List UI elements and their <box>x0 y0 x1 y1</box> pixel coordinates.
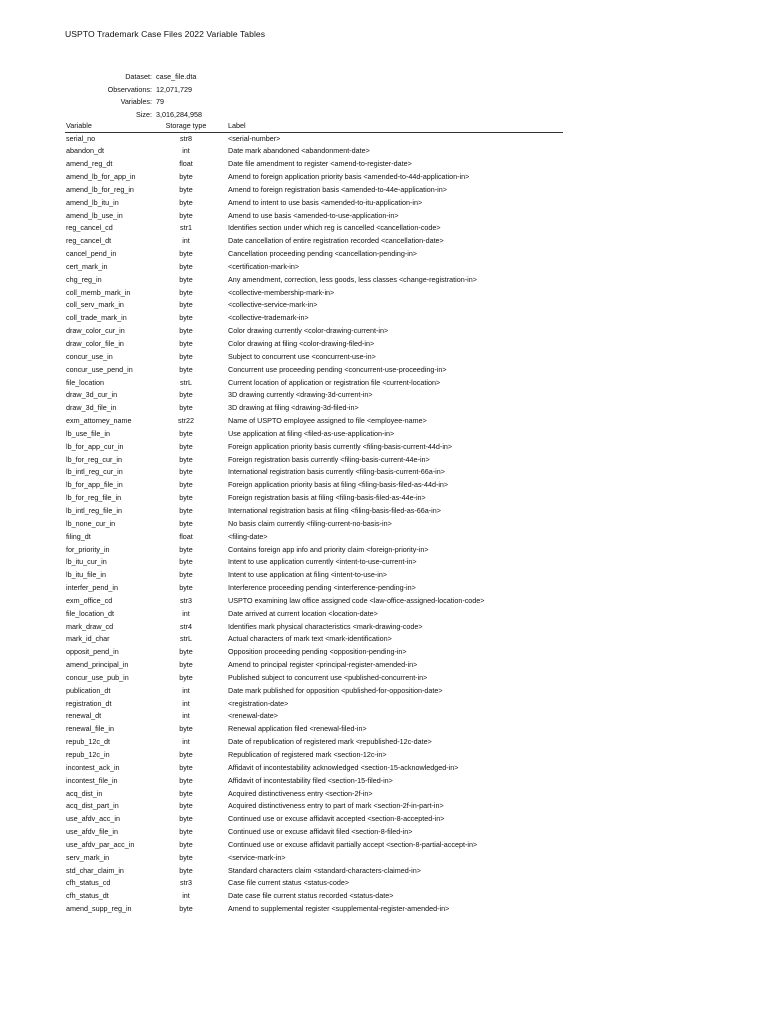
variable-cell: lb_itu_file_in <box>66 570 106 580</box>
table-row <box>65 415 563 428</box>
table-row <box>65 505 563 518</box>
table-row <box>65 710 563 723</box>
table-row <box>65 518 563 531</box>
variable-cell: coll_serv_mark_in <box>66 300 124 310</box>
storage-type-cell: byte <box>179 788 193 798</box>
size-value: 3,016,284,958 <box>156 109 202 119</box>
variable-cell: repub_12c_dt <box>66 737 110 747</box>
table-row <box>65 466 563 479</box>
table-row <box>65 903 563 916</box>
label-cell: Affidavit of incontestability acknowledged <section-15-acknowledged-in> <box>228 762 459 772</box>
variable-cell: std_char_claim_in <box>66 865 124 875</box>
label-cell: Concurrent use proceeding pending <concurrent-use-proceeding-in> <box>228 364 447 374</box>
table-row <box>65 261 563 274</box>
storage-type-cell: int <box>182 685 190 695</box>
variable-cell: incontest_file_in <box>66 775 118 785</box>
storage-type-cell: byte <box>179 467 193 477</box>
table-row <box>65 441 563 454</box>
label-cell: Foreign registration basis at filing <filing-basis-filed-as-44e-in> <box>228 493 426 503</box>
table-row <box>65 312 563 325</box>
variable-cell: lb_intl_reg_cur_in <box>66 467 123 477</box>
table-row <box>65 826 563 839</box>
storage-type-cell: byte <box>179 570 193 580</box>
label-cell: Renewal application filed <renewal-filed-in> <box>228 724 367 734</box>
table-row <box>65 890 563 903</box>
variable-cell: use_afdv_file_in <box>66 827 118 837</box>
label-cell: Amend to supplemental register <supplemental-register-amended-in> <box>228 904 450 914</box>
variable-cell: serial_no <box>66 133 96 143</box>
table-body <box>65 133 563 916</box>
label-cell: Date arrived at current location <location-date> <box>228 608 378 618</box>
label-cell: Identifies mark physical characteristics <mark-drawing-code> <box>228 621 423 631</box>
label-cell: USPTO examining law office assigned code <law-office-assigned-location-code> <box>228 595 485 605</box>
storage-type-cell: byte <box>179 583 193 593</box>
variable-cell: coll_trade_mark_in <box>66 313 127 323</box>
variable-cell: lb_for_app_cur_in <box>66 441 124 451</box>
table-row <box>65 839 563 852</box>
table-row <box>65 389 563 402</box>
label-cell: Color drawing at filing <color-drawing-filed-in> <box>228 339 375 348</box>
table-row <box>65 788 563 801</box>
variable-cell: draw_color_cur_in <box>66 326 125 336</box>
storage-type-cell: byte <box>179 660 193 670</box>
storage-type-cell: str3 <box>180 878 192 888</box>
table-row <box>65 428 563 441</box>
storage-type-cell: byte <box>179 762 193 772</box>
storage-type-cell: byte <box>179 403 193 413</box>
table-row <box>65 248 563 261</box>
storage-type-cell: byte <box>179 827 193 837</box>
storage-type-cell: byte <box>179 249 193 259</box>
storage-type-cell: byte <box>179 261 193 271</box>
storage-type-cell: byte <box>179 313 193 323</box>
table-row <box>65 685 563 698</box>
label-cell: <collective-trademark-in> <box>228 313 309 323</box>
table-row <box>65 608 563 621</box>
variable-cell: cfh_status_cd <box>66 878 111 888</box>
table-row <box>65 402 563 415</box>
observations-value: 12,071,729 <box>156 84 192 94</box>
storage-type-cell: byte <box>179 544 193 554</box>
label-cell: Amend to foreign registration basis <amended-to-44e-application-in> <box>228 184 447 194</box>
label-cell: Intent to use application at filing <intent-to-use-in> <box>228 570 388 580</box>
variable-cell: amend_reg_dt <box>66 159 113 169</box>
document-title: USPTO Trademark Case Files 2022 Variable Tables <box>65 29 266 39</box>
label-cell: Identifies section under which reg is cancelled <cancellation-code> <box>228 223 441 233</box>
variable-cell: lb_none_cur_in <box>66 518 116 528</box>
table-row <box>65 210 563 223</box>
label-cell: Standard characters claim <standard-characters-claimed-in> <box>228 865 421 875</box>
storage-type-cell: byte <box>179 210 193 220</box>
variable-cell: opposit_pend_in <box>66 647 119 657</box>
table-row <box>65 556 563 569</box>
table-row <box>65 659 563 672</box>
variable-table <box>65 121 563 916</box>
table-row <box>65 698 563 711</box>
label-cell: Continued use or excuse affidavit partially accept <section-8-partial-accept-in> <box>228 839 478 849</box>
table-row <box>65 762 563 775</box>
storage-type-cell: str8 <box>180 133 192 143</box>
table-row <box>65 800 563 813</box>
table-row <box>65 351 563 364</box>
label-cell: 3D drawing currently <drawing-3d-current-in> <box>228 390 373 400</box>
storage-type-cell: int <box>182 737 190 747</box>
table-row <box>65 813 563 826</box>
table-row <box>65 646 563 659</box>
label-cell: <registration-date> <box>228 698 289 708</box>
label-cell: International registration basis currently <filing-basis-current-66a-in> <box>228 467 445 477</box>
label-cell: Cancellation proceeding pending <cancellation-pending-in> <box>228 249 418 259</box>
storage-type-cell: byte <box>179 839 193 849</box>
storage-type-cell: byte <box>179 274 193 284</box>
label-cell: Affidavit of incontestability filed <section-15-filed-in> <box>228 775 393 785</box>
variable-cell: lb_for_app_file_in <box>66 480 123 490</box>
label-cell: Current location of application or registration file <current-location> <box>228 377 441 387</box>
variable-cell: amend_lb_for_reg_in <box>66 184 134 194</box>
label-cell: Opposition proceeding pending <opposition-pending-in> <box>228 647 407 657</box>
variable-cell: concur_use_in <box>66 351 113 361</box>
storage-type-cell: int <box>182 711 190 721</box>
variable-cell: draw_color_file_in <box>66 339 124 348</box>
label-cell: Date mark abandoned <abandonment-date> <box>228 146 370 156</box>
label-cell: Foreign application priority basis currently <filing-basis-current-44d-in> <box>228 441 453 451</box>
table-row <box>65 582 563 595</box>
table-row <box>65 492 563 505</box>
table-row <box>65 158 563 171</box>
storage-type-cell: byte <box>179 339 193 348</box>
variable-cell: amend_principal_in <box>66 660 129 670</box>
table-row <box>65 454 563 467</box>
variable-cell: cert_mark_in <box>66 261 108 271</box>
label-cell: International registration basis at filing <filing-basis-filed-as-66a-in> <box>228 505 441 515</box>
table-row <box>65 235 563 248</box>
size-key: Size: <box>136 109 152 119</box>
variable-cell: for_priority_in <box>66 544 110 554</box>
table-row <box>65 287 563 300</box>
storage-type-cell: byte <box>179 904 193 914</box>
variable-cell: amend_lb_itu_in <box>66 197 119 207</box>
table-row <box>65 184 563 197</box>
variable-cell: lb_for_reg_file_in <box>66 493 122 503</box>
label-cell: Date of republication of registered mark <republished-12c-date> <box>228 737 432 747</box>
storage-type-column-header: Storage type <box>165 121 207 130</box>
table-row <box>65 325 563 338</box>
variable-cell: renewal_file_in <box>66 724 114 734</box>
label-cell: Date file amendment to register <amend-to-register-date> <box>228 159 412 169</box>
label-cell: Intent to use application currently <intent-to-use-current-in> <box>228 557 417 567</box>
label-cell: Continued use or excuse affidavit accepted <section-8-accepted-in> <box>228 814 445 824</box>
storage-type-cell: byte <box>179 852 193 862</box>
variables-value: 79 <box>156 97 164 107</box>
variable-cell: interfer_pend_in <box>66 583 118 593</box>
variable-cell: amend_lb_for_app_in <box>66 172 136 182</box>
label-column-header: Label <box>228 121 246 130</box>
storage-type-cell: byte <box>179 801 193 811</box>
table-row <box>65 749 563 762</box>
variable-cell: lb_use_file_in <box>66 428 110 438</box>
table-row <box>65 544 563 557</box>
variable-cell: draw_3d_file_in <box>66 403 117 413</box>
table-row <box>65 633 563 646</box>
table-row <box>65 133 563 146</box>
storage-type-cell: byte <box>179 557 193 567</box>
variable-cell: acq_dist_in <box>66 788 103 798</box>
storage-type-cell: byte <box>179 441 193 451</box>
table-row <box>65 877 563 890</box>
table-row <box>65 171 563 184</box>
table-row <box>65 736 563 749</box>
storage-type-cell: str1 <box>180 223 192 233</box>
variable-cell: filing_dt <box>66 531 91 541</box>
table-row <box>65 222 563 235</box>
label-cell: Amend to principal register <principal-register-amended-in> <box>228 660 418 670</box>
storage-type-cell: byte <box>179 775 193 785</box>
storage-type-cell: float <box>179 159 193 169</box>
variables-key: Variables: <box>120 97 152 107</box>
storage-type-cell: int <box>182 698 190 708</box>
table-row <box>65 531 563 544</box>
label-cell: Foreign application priority basis at filing <filing-basis-filed-as-44d-in> <box>228 480 449 490</box>
label-cell: Amend to use basis <amended-to-use-application-in> <box>228 210 399 220</box>
storage-type-cell: byte <box>179 364 193 374</box>
variable-cell: mark_draw_cd <box>66 621 114 631</box>
variable-cell: incontest_ack_in <box>66 762 120 772</box>
variable-cell: coll_memb_mark_in <box>66 287 131 297</box>
table-row <box>65 338 563 351</box>
table-header <box>65 121 563 133</box>
variable-column-header: Variable <box>66 121 92 130</box>
storage-type-cell: byte <box>179 428 193 438</box>
label-cell: Acquired distinctiveness entry <section-2f-in> <box>228 788 373 798</box>
label-cell: <renewal-date> <box>228 711 278 721</box>
label-cell: Color drawing currently <color-drawing-current-in> <box>228 326 389 336</box>
storage-type-cell: strL <box>180 377 192 387</box>
table-row <box>65 672 563 685</box>
variable-cell: amend_lb_use_in <box>66 210 123 220</box>
variable-cell: renewal_dt <box>66 711 102 721</box>
storage-type-cell: byte <box>179 493 193 503</box>
label-cell: <serial-number> <box>228 133 281 143</box>
table-row <box>65 274 563 287</box>
storage-type-cell: byte <box>179 724 193 734</box>
table-row <box>65 299 563 312</box>
variable-cell: lb_itu_cur_in <box>66 557 107 567</box>
label-cell: Subject to concurrent use <concurrent-use-in> <box>228 351 376 361</box>
label-cell: Acquired distinctiveness entry to part of mark <section-2f-in-part-in> <box>228 801 444 811</box>
table-row <box>65 197 563 210</box>
label-cell: Date cancellation of entire registration recorded <cancellation-date> <box>228 236 444 246</box>
storage-type-cell: byte <box>179 197 193 207</box>
table-row <box>65 852 563 865</box>
observations-key: Observations: <box>107 84 152 94</box>
storage-type-cell: byte <box>179 480 193 490</box>
label-cell: Name of USPTO employee assigned to file <employee-name> <box>228 416 427 426</box>
storage-type-cell: int <box>182 891 190 901</box>
storage-type-cell: byte <box>179 300 193 310</box>
label-cell: Amend to foreign application priority basis <amended-to-44d-application-in> <box>228 172 470 182</box>
variable-cell: exm_office_cd <box>66 595 113 605</box>
variable-cell: concur_use_pub_in <box>66 672 129 682</box>
storage-type-cell: byte <box>179 172 193 182</box>
variable-cell: abandon_dt <box>66 146 104 156</box>
variable-cell: repub_12c_in <box>66 750 110 759</box>
variable-cell: use_afdv_par_acc_in <box>66 839 135 849</box>
variable-cell: amend_supp_reg_in <box>66 904 132 914</box>
label-cell: No basis claim currently <filing-current-no-basis-in> <box>228 518 392 528</box>
label-cell: Republication of registered mark <section-12c-in> <box>228 750 387 759</box>
variable-cell: concur_use_pend_in <box>66 364 133 374</box>
label-cell: <filing-date> <box>228 531 268 541</box>
variable-cell: mark_id_char <box>66 634 110 644</box>
variable-cell: cfh_status_dt <box>66 891 109 901</box>
label-cell: Amend to intent to use basis <amended-to-itu-application-in> <box>228 197 423 207</box>
storage-type-cell: byte <box>179 184 193 194</box>
storage-type-cell: byte <box>179 814 193 824</box>
label-cell: Published subject to concurrent use <published-concurrent-in> <box>228 672 428 682</box>
table-row <box>65 723 563 736</box>
dataset-key: Dataset: <box>125 72 152 81</box>
label-cell: <certification-mark-in> <box>228 261 300 271</box>
table-row <box>65 377 563 390</box>
label-cell: Date mark published for opposition <published-for-opposition-date> <box>228 685 443 695</box>
storage-type-cell: byte <box>179 390 193 400</box>
table-row <box>65 865 563 878</box>
storage-type-cell: byte <box>179 351 193 361</box>
table-row <box>65 595 563 608</box>
variable-cell: use_afdv_acc_in <box>66 814 120 824</box>
storage-type-cell: byte <box>179 865 193 875</box>
dataset-value: case_file.dta <box>156 72 197 81</box>
table-row <box>65 775 563 788</box>
variable-cell: exm_attorney_name <box>66 416 132 426</box>
storage-type-cell: byte <box>179 287 193 297</box>
storage-type-cell: byte <box>179 454 193 464</box>
label-cell: Date case file current status recorded <status-date> <box>228 891 394 901</box>
storage-type-cell: byte <box>179 750 193 759</box>
label-cell: Actual characters of mark text <mark-identification> <box>228 634 392 644</box>
label-cell: Contains foreign app info and priority claim <foreign-priority-in> <box>228 544 429 554</box>
variable-cell: file_location_dt <box>66 608 114 618</box>
table-row <box>65 569 563 582</box>
variable-cell: reg_cancel_cd <box>66 223 113 233</box>
variable-cell: draw_3d_cur_in <box>66 390 118 400</box>
table-row <box>65 145 563 158</box>
label-cell: Continued use or excuse affidavit filed <section-8-filed-in> <box>228 827 413 837</box>
storage-type-cell: byte <box>179 326 193 336</box>
label-cell: <collective-service-mark-in> <box>228 300 318 310</box>
variable-cell: lb_intl_reg_file_in <box>66 505 122 515</box>
table-row <box>65 621 563 634</box>
storage-type-cell: strL <box>180 634 192 644</box>
storage-type-cell: byte <box>179 647 193 657</box>
label-cell: 3D drawing at filing <drawing-3d-filed-in> <box>228 403 359 413</box>
label-cell: Foreign registration basis currently <filing-basis-current-44e-in> <box>228 454 430 464</box>
label-cell: Any amendment, correction, less goods, less classes <change-registration-in> <box>228 274 477 284</box>
variable-cell: chg_reg_in <box>66 274 102 284</box>
label-cell: Use application at filing <filed-as-use-application-in> <box>228 428 395 438</box>
storage-type-cell: byte <box>179 518 193 528</box>
variable-cell: serv_mark_in <box>66 852 110 862</box>
storage-type-cell: str22 <box>178 416 194 426</box>
variable-cell: publication_dt <box>66 685 111 695</box>
variable-cell: lb_for_reg_cur_in <box>66 454 122 464</box>
label-cell: Case file current status <status-code> <box>228 878 350 888</box>
label-cell: <service-mark-in> <box>228 852 286 862</box>
storage-type-cell: str4 <box>180 621 192 631</box>
storage-type-cell: float <box>179 531 193 541</box>
storage-type-cell: int <box>182 236 190 246</box>
table-row <box>65 364 563 377</box>
label-cell: Interference proceeding pending <interference-pending-in> <box>228 583 416 593</box>
variable-cell: reg_cancel_dt <box>66 236 112 246</box>
storage-type-cell: byte <box>179 505 193 515</box>
variable-cell: file_location <box>66 377 104 387</box>
storage-type-cell: int <box>182 608 190 618</box>
variable-cell: acq_dist_part_in <box>66 801 119 811</box>
variable-cell: cancel_pend_in <box>66 249 117 259</box>
storage-type-cell: byte <box>179 672 193 682</box>
variable-cell: registration_dt <box>66 698 112 708</box>
storage-type-cell: int <box>182 146 190 156</box>
table-row <box>65 479 563 492</box>
label-cell: <collective-membership-mark-in> <box>228 287 335 297</box>
storage-type-cell: str3 <box>180 595 192 605</box>
